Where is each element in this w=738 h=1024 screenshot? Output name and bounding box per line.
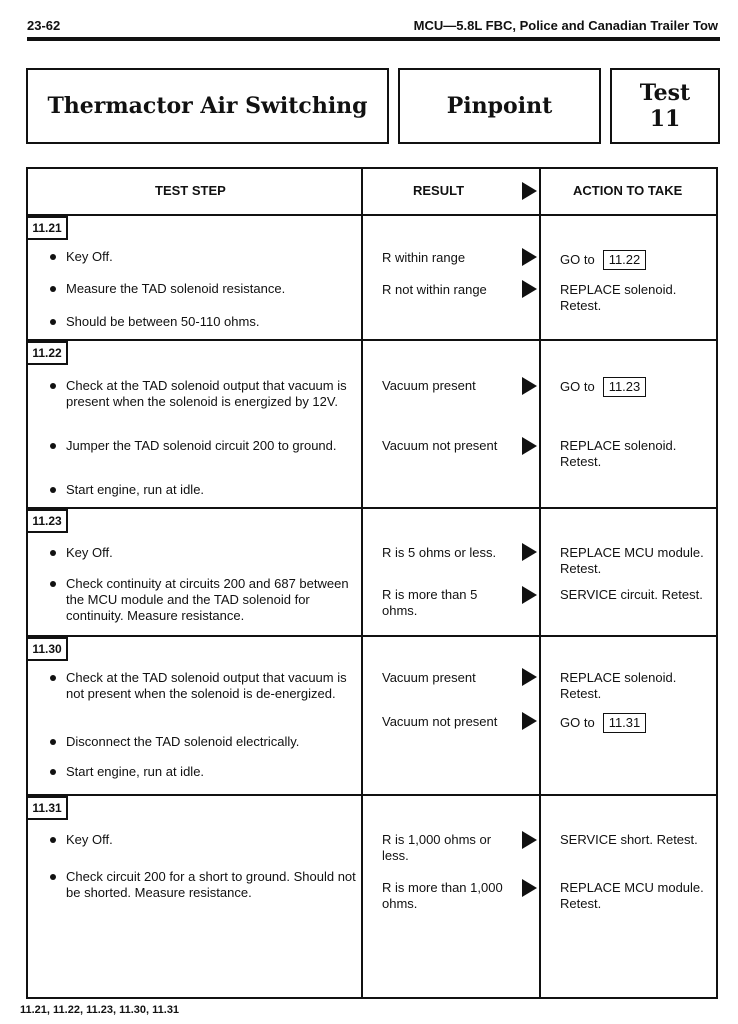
arrow-icon — [522, 437, 537, 455]
bullet-icon — [50, 383, 56, 389]
step-bullet: Disconnect the TAD solenoid electrically. — [50, 734, 360, 750]
arrow-icon — [522, 182, 537, 200]
step-bullet: Check circuit 200 for a short to ground. Should not be shorted. Measure resistance. — [50, 869, 360, 901]
arrow-icon — [522, 586, 537, 604]
arrow-icon — [522, 668, 537, 686]
bullet-icon — [50, 550, 56, 556]
bullet-icon — [50, 254, 56, 260]
header-action: ACTION TO TAKE — [573, 183, 683, 198]
step-bullet: Measure the TAD solenoid resistance. — [50, 281, 360, 297]
step-bullet: Should be between 50-110 ohms. — [50, 314, 360, 330]
arrow-icon — [522, 879, 537, 897]
arrow-icon — [522, 248, 537, 266]
action-text: REPLACE MCU module. Retest. — [560, 880, 704, 911]
step-bullet: Start engine, run at idle. — [50, 482, 360, 498]
row-divider — [28, 635, 716, 637]
step-number-tag: 11.21 — [28, 216, 68, 240]
goto-step-box: 11.22 — [603, 250, 647, 270]
column-divider — [539, 169, 541, 997]
action-text: GO to 11.31 — [560, 713, 710, 733]
action-text: REPLACE solenoid. Retest. — [560, 670, 677, 701]
action-text: REPLACE MCU module. Retest. — [560, 545, 704, 576]
system-title: Thermactor Air Switching — [47, 93, 368, 119]
arrow-icon — [522, 543, 537, 561]
action-text: REPLACE solenoid. Retest. — [560, 438, 677, 469]
action-text: REPLACE solenoid. Retest. — [560, 282, 677, 313]
bullet-icon — [50, 837, 56, 843]
test-number-box — [610, 68, 720, 144]
result-text: R within range — [382, 250, 466, 265]
test-number: 11 — [649, 106, 681, 132]
step-bullet: Key Off. — [50, 249, 360, 265]
action-text: SERVICE circuit. Retest. — [560, 587, 703, 602]
bullet-icon — [50, 581, 56, 587]
bullet-icon — [50, 487, 56, 493]
page-number: 23-62 — [27, 18, 61, 33]
goto-step-box: 11.23 — [603, 377, 647, 397]
result-text: Vacuum present — [382, 378, 476, 393]
step-bullet: Check at the TAD solenoid output that vacuum is present when the solenoid is energized by 12V. — [50, 378, 360, 410]
system-title-box — [26, 68, 389, 144]
bullet-icon — [50, 874, 56, 880]
bullet-icon — [50, 319, 56, 325]
result-text: R is 5 ohms or less. — [382, 545, 497, 560]
step-bullet: Jumper the TAD solenoid circuit 200 to ground. — [50, 438, 360, 454]
result-text: R not within range — [382, 282, 487, 297]
result-text: Vacuum not present — [382, 438, 498, 453]
bullet-icon — [50, 739, 56, 745]
arrow-icon — [522, 377, 537, 395]
header-result: RESULT — [413, 183, 465, 198]
step-number-tag: 11.31 — [28, 796, 68, 820]
pinpoint-table — [26, 167, 718, 999]
arrow-icon — [522, 831, 537, 849]
bullet-icon — [50, 286, 56, 292]
bullet-icon — [50, 769, 56, 775]
step-bullet: Key Off. — [50, 545, 360, 561]
test-label: Test — [639, 80, 691, 106]
step-number-tag: 11.23 — [28, 509, 68, 533]
bullet-icon — [50, 443, 56, 449]
result-text: R is more than 1,000 ohms. — [382, 880, 503, 911]
section-title: MCU—5.8L FBC, Police and Canadian Trailer Tow — [413, 18, 718, 33]
footer-steps-list: 11.21, 11.22, 11.23, 11.30, 11.31 — [20, 1004, 180, 1016]
result-text: Vacuum present — [382, 670, 476, 685]
action-text: GO to 11.22 — [560, 250, 710, 270]
row-divider — [28, 214, 716, 216]
arrow-icon — [522, 280, 537, 298]
column-divider — [361, 169, 363, 997]
row-divider — [28, 339, 716, 341]
test-type-box — [398, 68, 601, 144]
row-divider — [28, 794, 716, 796]
action-text: GO to 11.23 — [560, 377, 710, 397]
result-text: R is more than 5 ohms. — [382, 587, 478, 618]
step-number-tag: 11.22 — [28, 341, 68, 365]
goto-step-box: 11.31 — [603, 713, 647, 733]
result-text: Vacuum not present — [382, 714, 498, 729]
step-bullet: Start engine, run at idle. — [50, 764, 360, 780]
arrow-icon — [522, 712, 537, 730]
step-bullet: Key Off. — [50, 832, 360, 848]
bullet-icon — [50, 675, 56, 681]
step-bullet: Check at the TAD solenoid output that vacuum is not present when the solenoid is de-energized. — [50, 670, 360, 702]
test-type: Pinpoint — [446, 93, 553, 119]
action-text: SERVICE short. Retest. — [560, 832, 698, 847]
step-bullet: Check continuity at circuits 200 and 687 between the MCU module and the TAD solenoid for continuity. Measure resistance. — [50, 576, 360, 624]
result-text: R is 1,000 ohms or less. — [382, 832, 492, 863]
header-rule — [27, 37, 720, 41]
header-test-step: TEST STEP — [155, 183, 226, 198]
step-number-tag: 11.30 — [28, 637, 68, 661]
row-divider — [28, 507, 716, 509]
